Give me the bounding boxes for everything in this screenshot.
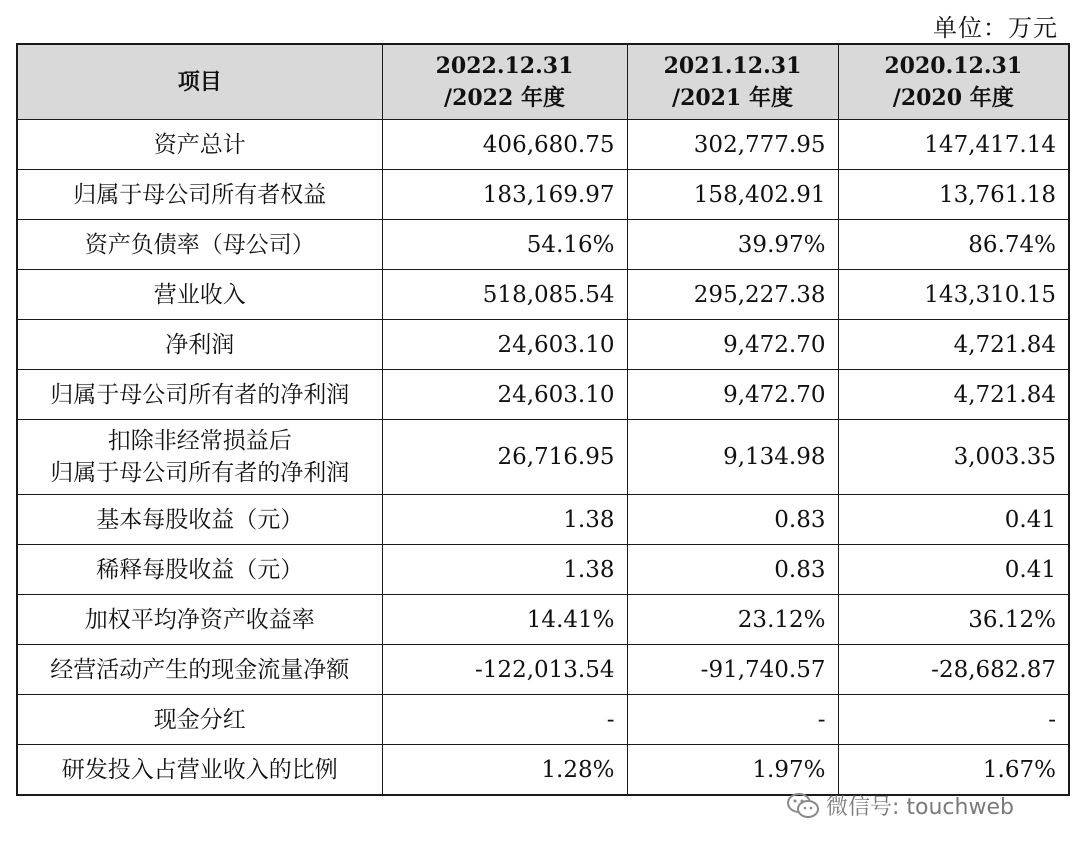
cell-2022: 24,603.10 (382, 370, 627, 420)
table-row (17, 645, 1069, 695)
cell-2021: 39.97% (627, 220, 838, 270)
cell-2022: 518,085.54 (382, 270, 627, 320)
cell-2021: 158,402.91 (627, 170, 838, 220)
unit-label: 单位：万元 (933, 14, 1058, 42)
row-label: 经营活动产生的现金流量净额 (17, 645, 382, 695)
cell-2022: 183,169.97 (382, 170, 627, 220)
header-2020: 2020.12.31 /2020 年度 (838, 44, 1069, 120)
table-row (17, 495, 1069, 545)
cell-2020: - (838, 695, 1069, 745)
cell-2021: 302,777.95 (627, 120, 838, 170)
row-label: 研发投入占营业收入的比例 (17, 745, 382, 796)
row-label: 稀释每股收益（元） (17, 545, 382, 595)
cell-2021: 23.12% (627, 595, 838, 645)
row-label: 资产总计 (17, 120, 382, 170)
cell-2020: 0.41 (838, 495, 1069, 545)
cell-2022: -122,013.54 (382, 645, 627, 695)
table-row (17, 220, 1069, 270)
cell-2020: 147,417.14 (838, 120, 1069, 170)
header-2022: 2022.12.31 /2022 年度 (382, 44, 627, 120)
table-row (17, 120, 1069, 170)
cell-2020: 4,721.84 (838, 320, 1069, 370)
header-2021: 2021.12.31 /2021 年度 (627, 44, 838, 120)
cell-2022: 24,603.10 (382, 320, 627, 370)
cell-2021: - (627, 695, 838, 745)
table-row (17, 320, 1069, 370)
cell-2021: 295,227.38 (627, 270, 838, 320)
table-row (17, 695, 1069, 745)
row-label: 资产负债率（母公司） (17, 220, 382, 270)
watermark (786, 790, 1014, 821)
row-label: 营业收入 (17, 270, 382, 320)
cell-2020: 13,761.18 (838, 170, 1069, 220)
row-label: 净利润 (17, 320, 382, 370)
row-label: 现金分红 (17, 695, 382, 745)
cell-2021: 9,472.70 (627, 320, 838, 370)
row-label: 基本每股收益（元） (17, 495, 382, 545)
cell-2022: 1.28% (382, 745, 627, 796)
cell-2022: 1.38 (382, 495, 627, 545)
cell-2020: 0.41 (838, 545, 1069, 595)
table-row (17, 170, 1069, 220)
row-label: 扣除非经常损益后 归属于母公司所有者的净利润 (17, 420, 382, 495)
cell-2021: 0.83 (627, 545, 838, 595)
cell-2020: 143,310.15 (838, 270, 1069, 320)
table-row (17, 745, 1069, 796)
financial-table (16, 43, 1070, 796)
table-row (17, 370, 1069, 420)
cell-2021: -91,740.57 (627, 645, 838, 695)
header-item: 项目 (17, 44, 382, 120)
row-label: 归属于母公司所有者权益 (17, 170, 382, 220)
cell-2020: 1.67% (838, 745, 1069, 796)
table-row (17, 595, 1069, 645)
cell-2020: 86.74% (838, 220, 1069, 270)
cell-2020: 36.12% (838, 595, 1069, 645)
row-label: 加权平均净资产收益率 (17, 595, 382, 645)
row-label: 归属于母公司所有者的净利润 (17, 370, 382, 420)
wechat-icon (786, 792, 820, 820)
cell-2020: -28,682.87 (838, 645, 1069, 695)
cell-2022: - (382, 695, 627, 745)
cell-2020: 4,721.84 (838, 370, 1069, 420)
cell-2020: 3,003.35 (838, 420, 1069, 495)
header-row (17, 44, 1069, 120)
table-row (17, 270, 1069, 320)
table-row (17, 545, 1069, 595)
cell-2022: 54.16% (382, 220, 627, 270)
cell-2022: 1.38 (382, 545, 627, 595)
cell-2022: 26,716.95 (382, 420, 627, 495)
cell-2022: 14.41% (382, 595, 627, 645)
cell-2021: 1.97% (627, 745, 838, 796)
cell-2022: 406,680.75 (382, 120, 627, 170)
watermark-text: 微信号: touchweb (826, 795, 1014, 820)
cell-2021: 9,472.70 (627, 370, 838, 420)
cell-2021: 0.83 (627, 495, 838, 545)
table-row (17, 420, 1069, 495)
cell-2021: 9,134.98 (627, 420, 838, 495)
